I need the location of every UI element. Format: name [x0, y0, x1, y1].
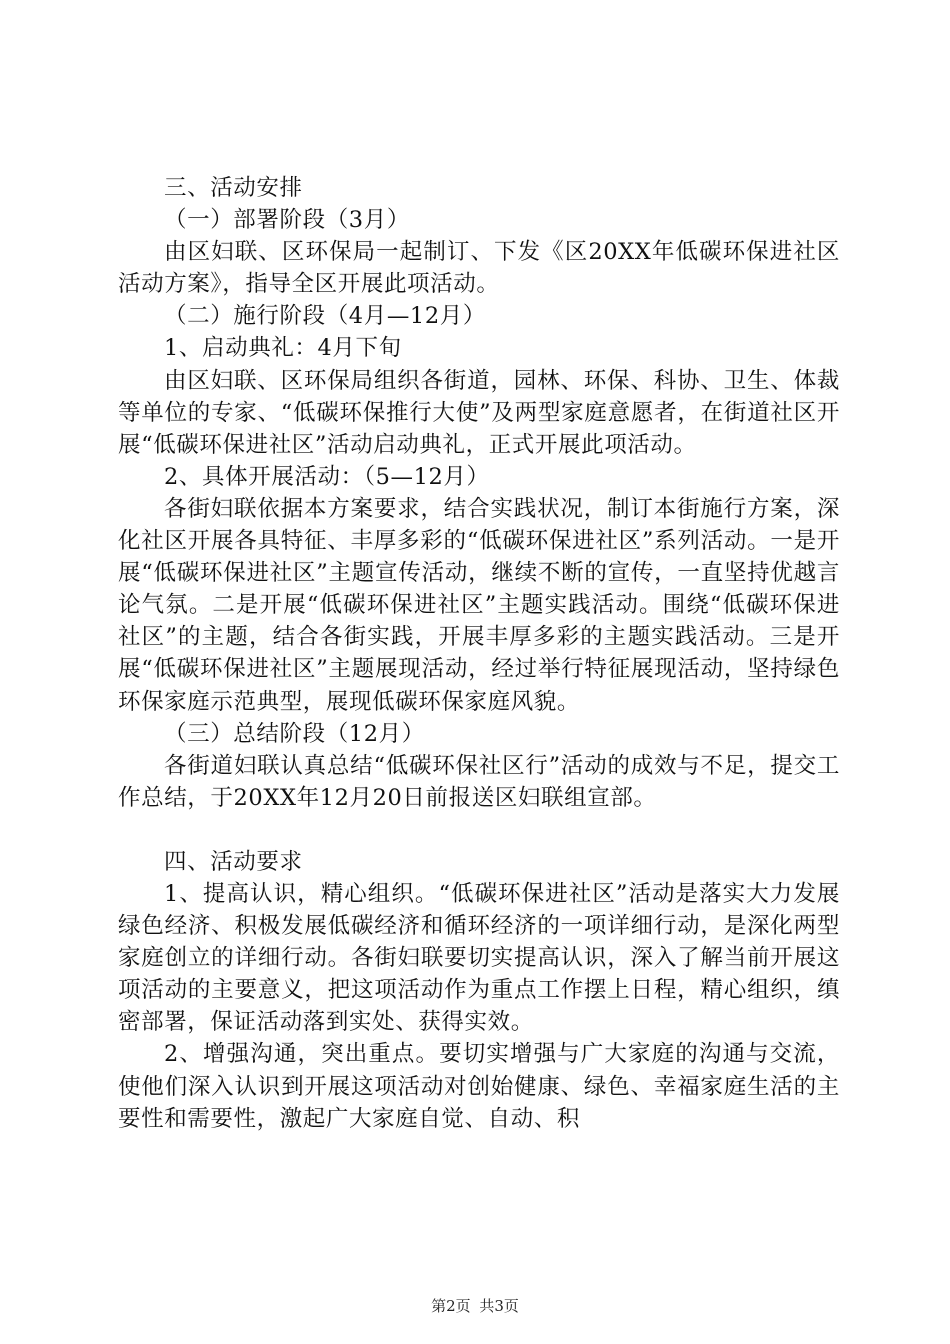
section-heading-activity-arrangement: 三、活动安排 [164, 175, 303, 201]
item-specific-activities: 2、具体开展活动：（5—12月） [164, 463, 490, 490]
page-number: 第2页 [431, 1297, 471, 1315]
subheading-deployment-stage: （一）部署阶段（3月） [164, 207, 410, 234]
subheading-summary-stage: （三）总结阶段（12月） [164, 720, 425, 747]
document-body [118, 172, 840, 1135]
page-total: 共3页 [479, 1297, 519, 1315]
section-heading-activity-requirements: 四、活动要求 [164, 848, 303, 875]
item-launch-ceremony: 1、启动典礼：4月下旬 [164, 335, 402, 362]
paragraph-requirement-1: 1、提高认识，精心组织。“低碳环保进社区”活动是落实大力发展绿色经济、积极发展低碳经济和循环经济的一项详细行动，是深化两型家庭创立的详细行动。各街妇联要切实提高认识，深入了解当前开展这项活动的主要意义，把这项活动作为重点工作摆上日程，精心组织，缜密部署，保证活动落到实处、获得实效。 [118, 880, 840, 1036]
paragraph-deployment-detail: 由区妇联、区环保局一起制订、下发《区20XX年低碳环保进社区活动方案》，指导全区开展此项活动。 [118, 239, 840, 298]
subheading-implementation-stage: （二）施行阶段（4月—12月） [164, 303, 486, 330]
paragraph-specific-activities-detail: 各街妇联依据本方案要求，结合实践状况，制订本街施行方案，深化社区开展各具特征、丰厚多彩的“低碳环保进社区”系列活动。一是开展“低碳环保进社区”主题宣传活动，继续不断的宣传，一直坚持优越言论气氛。二是开展“低碳环保进社区”主题实践活动。围绕“低碳环保进社区”的主题，结合各街实践，开展丰厚多彩的主题实践活动。三是开展“低碳环保进社区”主题展现活动，经过举行特征展现活动，坚持绿色环保家庭示范典型，展现低碳环保家庭风貌。 [118, 495, 840, 715]
paragraph-summary-detail: 各街道妇联认真总结“低碳环保社区行”活动的成效与不足，提交工作总结，于20XX年12月20日前报送区妇联组宣部。 [118, 752, 840, 811]
page-footer [0, 1296, 950, 1316]
paragraph-launch-detail: 由区妇联、区环保局组织各街道，园林、环保、科协、卫生、体裁等单位的专家、“低碳环保推行大使”及两型家庭意愿者，在街道社区开展“低碳环保进社区”活动启动典礼，正式开展此项活动。 [118, 367, 840, 458]
paragraph-requirement-2: 2、增强沟通，突出重点。要切实增强与广大家庭的沟通与交流，使他们深入认识到开展这项活动对创始健康、绿色、幸福家庭生活的主要性和需要性，激起广大家庭自觉、自动、积 [118, 1041, 840, 1132]
